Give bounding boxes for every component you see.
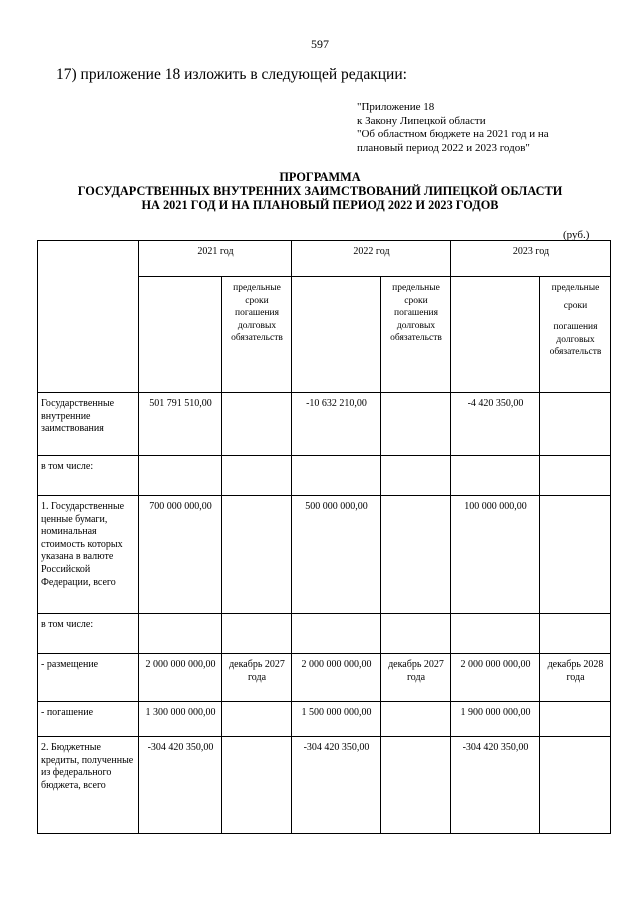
amount-2021: 2 000 000 000,00	[139, 654, 222, 702]
term-2022: декабрь 2027 года	[381, 654, 451, 702]
term-2022	[381, 737, 451, 834]
term-2023: декабрь 2028 года	[540, 654, 611, 702]
appendix-line: плановый период 2022 и 2023 годов"	[357, 141, 530, 154]
appendix-reference	[357, 101, 549, 155]
row-label: - размещение	[38, 654, 139, 702]
amount-2023	[451, 456, 540, 496]
term-2021: декабрь 2027 года	[222, 654, 292, 702]
row-label: - погашение	[38, 702, 139, 737]
row-label: 2. Бюджетные кредиты, полученные из федерального бюджета, всего	[38, 737, 139, 834]
term-2021	[222, 702, 292, 737]
term-header-2023	[540, 277, 611, 393]
row-label: в том числе:	[38, 456, 139, 496]
term-2021	[222, 737, 292, 834]
header-empty-cell	[38, 241, 139, 393]
appendix-line: "Об областном бюджете на 2021 год и на	[357, 128, 549, 140]
units-label: (руб.)	[563, 229, 590, 241]
table-row	[38, 496, 611, 614]
row-label: Государственные внутренние заимствования	[38, 393, 139, 456]
table-row	[38, 654, 611, 702]
heading-line: НА 2021 ГОД И НА ПЛАНОВЫЙ ПЕРИОД 2022 И 2023 ГОДОВ	[141, 198, 499, 212]
term-2022	[381, 456, 451, 496]
table-row	[38, 737, 611, 834]
term-2021	[222, 456, 292, 496]
term-2023	[540, 702, 611, 737]
appendix-line: к Закону Липецкой области	[357, 114, 486, 127]
amount-header-2021	[139, 277, 222, 393]
amount-2023: 2 000 000 000,00	[451, 654, 540, 702]
term-2023	[540, 737, 611, 834]
term-2022	[381, 393, 451, 456]
amount-2023: 100 000 000,00	[451, 496, 540, 614]
term-header-2021: предельные сроки погашения долговых обязательств	[222, 277, 292, 393]
amount-2021	[139, 456, 222, 496]
term-2021	[222, 496, 292, 614]
term-header-part: погашения долговых обязательств	[549, 322, 602, 357]
row-label: 1. Государственные ценные бумаги, номинальная стоимость которых указана в валюте Российской Федерации, всего	[38, 496, 139, 614]
amount-2022: 2 000 000 000,00	[292, 654, 381, 702]
amount-2022	[292, 614, 381, 654]
table-row	[38, 614, 611, 654]
row-label: в том числе:	[38, 614, 139, 654]
amount-2021: 1 300 000 000,00	[139, 702, 222, 737]
amount-2023: 1 900 000 000,00	[451, 702, 540, 737]
amount-2021: -304 420 350,00	[139, 737, 222, 834]
term-2023	[540, 614, 611, 654]
term-2022	[381, 614, 451, 654]
amount-2021	[139, 614, 222, 654]
term-2023	[540, 393, 611, 456]
table-row	[38, 456, 611, 496]
term-2021	[222, 393, 292, 456]
amount-2021: 501 791 510,00	[139, 393, 222, 456]
page-number: 597	[311, 37, 329, 51]
amount-2023: -4 420 350,00	[451, 393, 540, 456]
amount-header-2022	[292, 277, 381, 393]
amount-2022: -304 420 350,00	[292, 737, 381, 834]
term-header-part: сроки	[563, 300, 588, 311]
amount-2023: -304 420 350,00	[451, 737, 540, 834]
table-row	[38, 702, 611, 737]
borrowing-program-table	[37, 240, 611, 834]
amount-2023	[451, 614, 540, 654]
heading-line: ПРОГРАММА	[279, 170, 361, 184]
term-2023	[540, 496, 611, 614]
document-heading	[0, 170, 640, 212]
term-2022	[381, 496, 451, 614]
year-header-2021: 2021 год	[139, 241, 292, 277]
intro-text: 17) приложение 18 изложить в следующей редакции:	[56, 66, 407, 83]
appendix-line: "Приложение 18	[357, 101, 435, 113]
year-header-2022: 2022 год	[292, 241, 451, 277]
term-2022	[381, 702, 451, 737]
term-header-part: предельные	[551, 283, 600, 293]
amount-2022: -10 632 210,00	[292, 393, 381, 456]
table-row	[38, 393, 611, 456]
amount-2022	[292, 456, 381, 496]
term-header-2022: предельные сроки погашения долговых обязательств	[381, 277, 451, 393]
term-2023	[540, 456, 611, 496]
amount-2021: 700 000 000,00	[139, 496, 222, 614]
amount-2022: 1 500 000 000,00	[292, 702, 381, 737]
amount-2022: 500 000 000,00	[292, 496, 381, 614]
term-2021	[222, 614, 292, 654]
amount-header-2023	[451, 277, 540, 393]
heading-line: ГОСУДАРСТВЕННЫХ ВНУТРЕННИХ ЗАИМСТВОВАНИЙ ЛИПЕЦКОЙ ОБЛАСТИ	[77, 184, 563, 198]
year-header-2023: 2023 год	[451, 241, 611, 277]
